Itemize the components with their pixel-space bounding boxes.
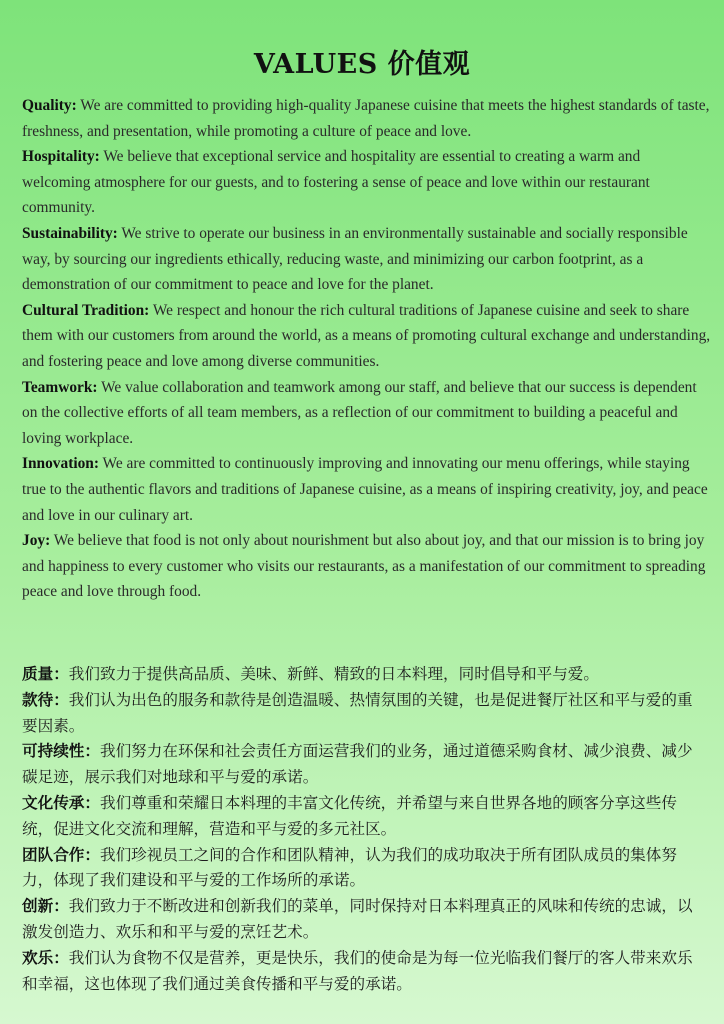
- value-description: 我们致力于提供高品质、美味、新鲜、精致的日本料理，同时倡导和平与爱。: [68, 665, 599, 683]
- value-quality-zh: [22, 662, 704, 688]
- value-label: Sustainability:: [22, 224, 118, 242]
- value-label: Quality:: [22, 97, 77, 114]
- value-label: Hospitality:: [22, 148, 100, 166]
- english-values-list: [22, 93, 712, 605]
- value-sustainability-en: [22, 221, 712, 298]
- value-label: 可持续性：: [22, 742, 100, 761]
- value-cultural-tradition-en: [22, 298, 712, 375]
- value-label: 文化传承：: [22, 793, 100, 812]
- value-label: 团队合作：: [22, 845, 100, 864]
- value-description: 我们努力在环保和社会责任方面运营我们的业务，通过道德采购食材、减少浪费、减少碳足迹，展示我们对地球和平与爱的承诺。: [22, 742, 693, 787]
- value-cultural-tradition-zh: [22, 791, 704, 843]
- value-description: We value collaboration and teamwork among our staff, and believe that our success is dependent on the collective efforts of all team members, as a reflection of our commitment to building a peaceful and loving workplace.: [22, 378, 697, 447]
- value-label: 欢乐：: [22, 948, 69, 967]
- value-label: 款待：: [22, 690, 69, 709]
- value-quality-en: [22, 93, 712, 144]
- value-innovation-zh: [22, 894, 704, 946]
- value-teamwork-zh: [22, 843, 704, 895]
- page-title: VALUES 价值观: [253, 49, 471, 80]
- value-description: We believe that food is not only about nourishment but also about joy, and that our mission is to bring joy and happiness to every customer who visits our restaurants, as a manifestation of our commitment to spreading peace and love through food.: [22, 532, 706, 601]
- value-description: 我们致力于不断改进和创新我们的菜单，同时保持对日本料理真正的风味和传统的忠诚，以激发创造力、欢乐和和平与爱的烹饪艺术。: [22, 897, 693, 941]
- value-description: We are committed to providing high-quality Japanese cuisine that meets the highest standards of taste, freshness, and presentation, while promoting a culture of peace and love.: [22, 97, 710, 140]
- value-description: We respect and honour the rich cultural traditions of Japanese cuisine and seek to share them with our customers from around the world, as a means of promoting cultural exchange and understanding, and fostering peace and love among diverse communities.: [22, 301, 711, 370]
- value-innovation-en: [22, 451, 712, 528]
- value-joy-zh: [22, 946, 704, 998]
- value-label: Cultural Tradition:: [22, 301, 150, 319]
- value-label: 质量：: [22, 665, 69, 683]
- value-label: Joy:: [22, 532, 51, 550]
- value-label: 创新：: [22, 897, 69, 916]
- chinese-values-list: [22, 662, 704, 997]
- value-description: 我们珍视员工之间的合作和团队精神，认为我们的成功取决于所有团队成员的集体努力，体现了我们建设和平与爱的工作场所的承诺。: [22, 845, 677, 890]
- value-description: We are committed to continuously improving and innovating our menu offerings, while staying true to the authentic flavors and traditions of Japanese cuisine, as a means of inspiring creativity, joy, and peace and love in our culinary art.: [22, 455, 708, 524]
- value-joy-en: [22, 528, 712, 605]
- value-sustainability-zh: [22, 739, 704, 791]
- value-label: Innovation:: [22, 455, 99, 473]
- value-teamwork-en: [22, 375, 712, 452]
- value-label: Teamwork:: [22, 378, 98, 396]
- value-description: 我们认为出色的服务和款待是创造温暖、热情氛围的关键，也是促进餐厅社区和平与爱的重要因素。: [22, 690, 693, 735]
- value-hospitality-en: [22, 144, 712, 221]
- value-description: We strive to operate our business in an environmentally sustainable and socially responsible way, by sourcing our ingredients ethically, reducing waste, and minimizing our carbon footprint, as a demonstration of our commitment to peace and love for the planet.: [22, 224, 688, 294]
- value-hospitality-zh: [22, 688, 704, 740]
- value-description: We believe that exceptional service and hospitality are essential to creating a warm and welcoming atmosphere for our guests, and to fostering a sense of peace and love within our restaurant community.: [22, 148, 650, 217]
- value-description: 我们认为食物不仅是营养，更是快乐，我们的使命是为每一位光临我们餐厅的客人带来欢乐和幸福，这也体现了我们通过美食传播和平与爱的承诺。: [22, 948, 693, 993]
- value-description: 我们尊重和荣耀日本料理的丰富文化传统，并希望与来自世界各地的顾客分享这些传统，促进文化交流和理解，营造和平与爱的多元社区。: [22, 793, 677, 838]
